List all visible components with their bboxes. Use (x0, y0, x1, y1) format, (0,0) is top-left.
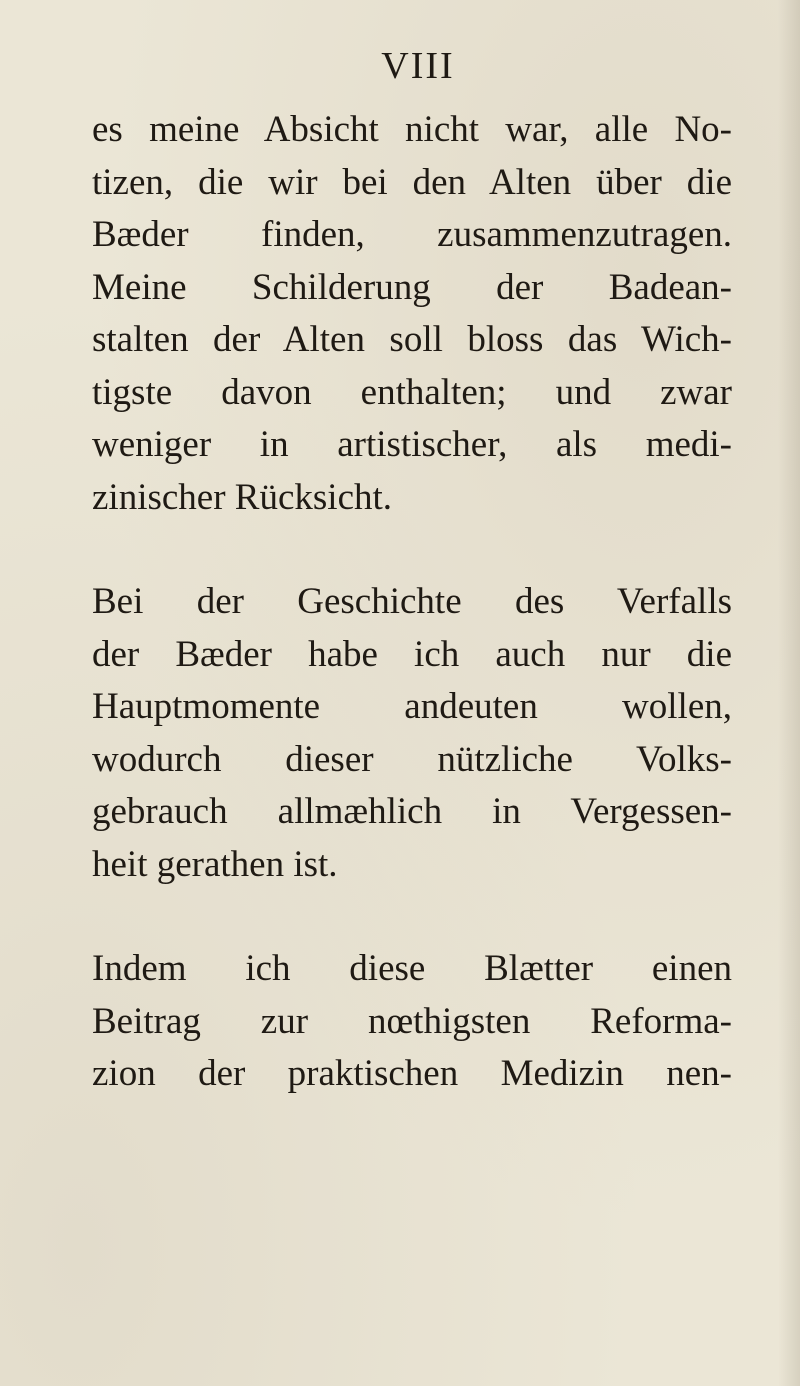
text-line: Hauptmomente andeuten wollen, (92, 686, 732, 727)
page-edge-shadow (778, 0, 800, 1386)
text-line: stalten der Alten soll bloss das Wich- (92, 319, 732, 360)
text-line: tigste davon enthalten; und zwar (92, 371, 732, 413)
text-line: zion der praktischen Medizin nen- (92, 1053, 732, 1094)
text-line: Meine Schilderung der Badean- (92, 266, 732, 308)
paragraph-3 (92, 943, 732, 1101)
paragraph-gap (92, 524, 732, 576)
paragraph-1 (92, 104, 732, 524)
text-line: der Bæder habe ich auch nur die (92, 633, 732, 675)
body-text (92, 104, 732, 1101)
text-line: wodurch dieser nützliche Volks- (92, 738, 732, 780)
text-line: tizen, die wir bei den Alten über die (92, 161, 732, 203)
text-line: Bæder finden, zusammenzutragen. (92, 214, 732, 255)
paragraph-2 (92, 576, 732, 891)
text-line: zinischer Rücksicht. (92, 476, 393, 518)
text-line: gebrauch allmæhlich in Vergessen- (92, 791, 732, 832)
text-line: weniger in artistischer, als medi- (92, 424, 732, 465)
text-line: es meine Absicht nicht war, alle No- (92, 109, 732, 150)
text-line: heit gerathen ist. (92, 843, 338, 885)
paragraph-gap (92, 891, 732, 943)
text-line: Beitrag zur nœthigsten Reforma- (92, 1000, 732, 1042)
text-line: Bei der Geschichte des Verfalls (92, 581, 732, 622)
text-line: Indem ich diese Blætter einen (92, 948, 732, 989)
page-number: VIII (381, 45, 455, 87)
